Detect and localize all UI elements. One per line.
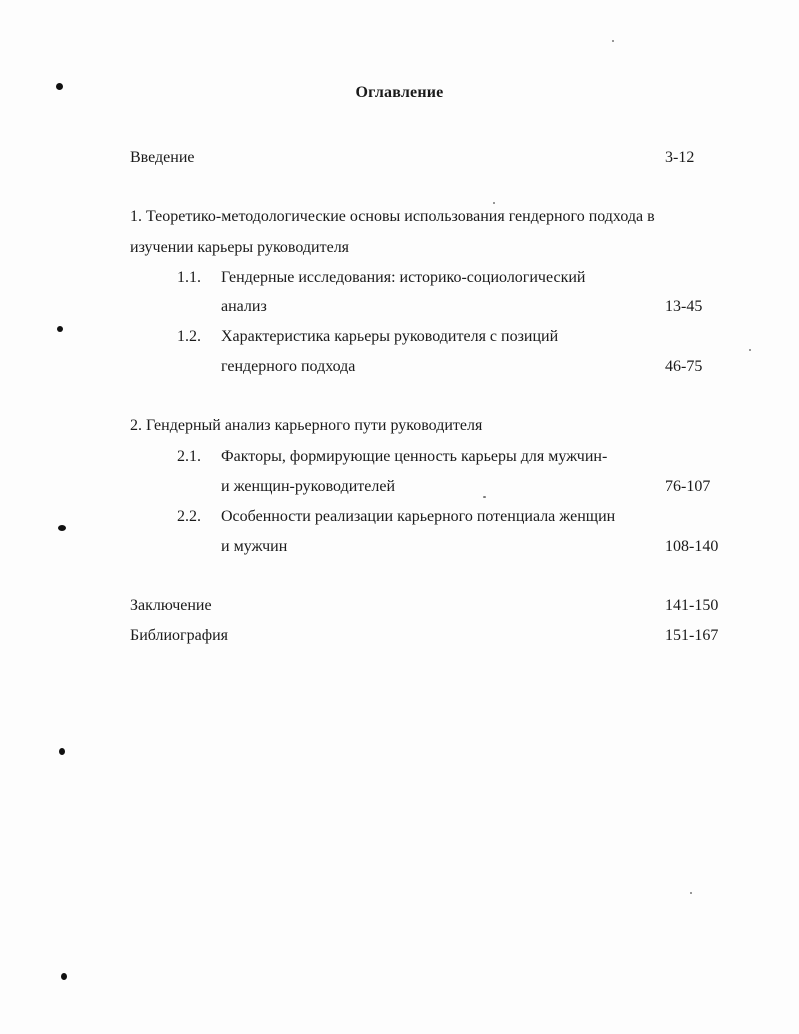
toc-section-number: 2.1. xyxy=(177,448,201,465)
scan-speck xyxy=(690,892,692,894)
toc-section-title-line2: и мужчин xyxy=(221,538,288,555)
toc-section-pages: 46-75 xyxy=(665,358,703,375)
scan-speck xyxy=(612,40,614,42)
toc-section-pages: 13-45 xyxy=(665,298,703,315)
binder-hole-mark xyxy=(58,525,66,531)
binder-hole-mark xyxy=(61,973,67,980)
toc-entry-intro-pages: 3-12 xyxy=(665,149,695,166)
toc-section-number: 1.1. xyxy=(177,269,201,286)
scan-speck xyxy=(749,349,751,351)
toc-section-title-line1: Факторы, формирующие ценность карьеры для мужчин- xyxy=(221,448,608,465)
toc-chapter1-title-line2: изучении карьеры руководителя xyxy=(130,239,350,256)
toc-section-title-line2: гендерного подхода xyxy=(221,358,356,375)
toc-section-title-line1: Характеристика карьеры руководителя с позиций xyxy=(221,328,559,345)
toc-section-number: 1.2. xyxy=(177,328,201,345)
toc-chapter1-title-line1: 1. Теоретико-методологические основы использования гендерного подхода в xyxy=(130,208,655,225)
binder-hole-mark xyxy=(59,748,65,755)
toc-entry-conclusion-label: Заключение xyxy=(130,597,212,614)
toc-section-pages: 76-107 xyxy=(665,478,711,495)
toc-chapter2-title: 2. Гендерный анализ карьерного пути руководителя xyxy=(130,417,483,434)
toc-section-pages: 108-140 xyxy=(665,538,719,555)
toc-section-title-line1: Гендерные исследования: историко-социологический xyxy=(221,269,586,286)
toc-section-title-line2: анализ xyxy=(221,298,267,315)
page-title: Оглавление xyxy=(355,84,444,101)
toc-section-title-line2: и женщин-руководителей xyxy=(221,478,396,495)
toc-entry-bibliography-label: Библиография xyxy=(130,627,228,644)
toc-entry-intro-label: Введение xyxy=(130,149,195,166)
scan-speck xyxy=(493,202,495,204)
toc-entry-bibliography-pages: 151-167 xyxy=(665,627,719,644)
scan-speck xyxy=(483,496,486,498)
toc-section-title-line1: Особенности реализации карьерного потенциала женщин xyxy=(221,508,616,525)
toc-entry-conclusion-pages: 141-150 xyxy=(665,597,719,614)
binder-hole-mark xyxy=(57,326,63,332)
toc-section-number: 2.2. xyxy=(177,508,201,525)
